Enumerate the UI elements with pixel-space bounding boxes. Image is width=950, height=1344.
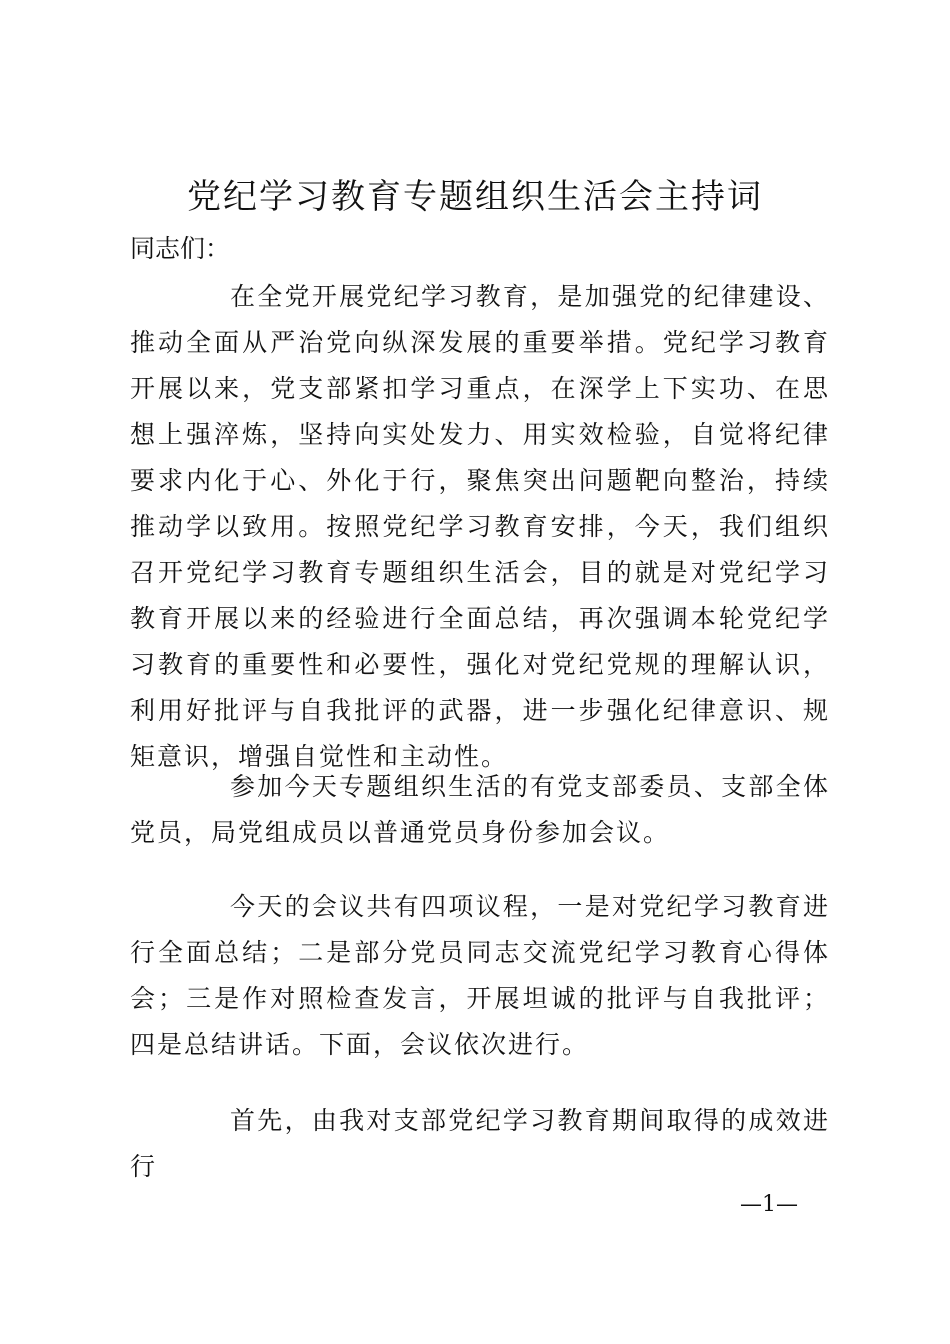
paragraph-first-item: 首先，由我对支部党纪学习教育期间取得的成效进行 (130, 1106, 830, 1181)
salutation: 同志们： (130, 234, 231, 263)
paragraph-agenda: 今天的会议共有四项议程，一是对党纪学习教育进行全面总结；二是部分党员同志交流党纪学习教育心得体会；三是作对照检查发言，开展坦诚的批评与自我批评；四是总结讲话。下面，会议依次进行。 (130, 892, 830, 1059)
page-number: —1— (740, 1192, 798, 1217)
paragraph-attendees: 参加今天专题组织生活的有党支部委员、支部全体党员，局党组成员以普通党员身份参加会议。 (130, 772, 830, 847)
document-title: 党纪学习教育专题组织生活会主持词 (187, 177, 763, 217)
paragraph-opening: 在全党开展党纪学习教育，是加强党的纪律建设、推动全面从严治党向纵深发展的重要举措。党纪学习教育开展以来，党支部紧扣学习重点，在深学上下实功、在思想上强淬炼，坚持向实处发力、用实效检验，自觉将纪律要求内化于心、外化于行，聚焦突出问题靶向整治，持续推动学以致用。按照党纪学习教育安排，今天，我们组织召开党纪学习教育专题组织生活会，目的就是对党纪学习教育开展以来的经验进行全面总结，再次强调本轮党纪学习教育的重要性和必要性，强化对党纪党规的理解认识，利用好批评与自我批评的武器，进一步强化纪律意识、规矩意识，增强自觉性和主动性。 (130, 282, 830, 771)
